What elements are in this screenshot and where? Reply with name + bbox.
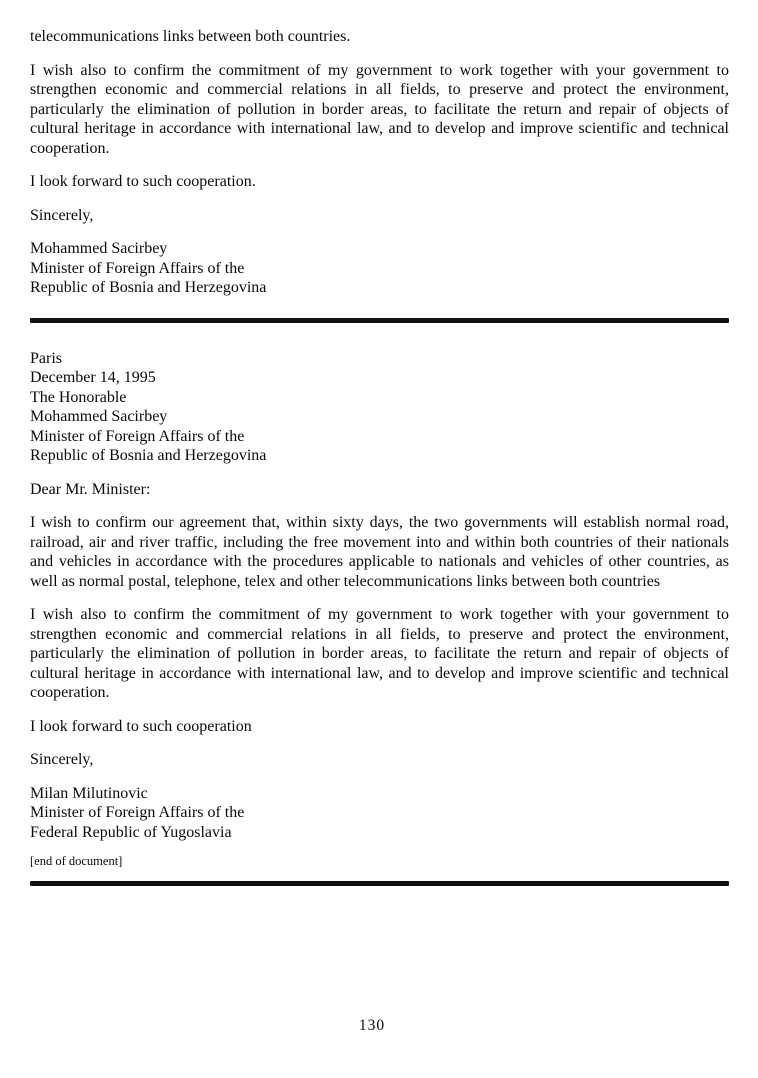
signature-name: Mohammed Sacirbey bbox=[30, 240, 168, 257]
continuation-line: telecommunications links between both countries. bbox=[30, 28, 351, 45]
signature-block bbox=[30, 239, 729, 298]
paragraph-commitment: I wish also to confirm the commitment of my government to work together with your government to strengthen economic and commercial relations in all fields, to preserve and protect the environment, particularly the elimination of pollution in border areas, to facilitate the return and repair of objects of cultural heritage in accordance with international law, and to develop and improve scientific and technical cooperation. bbox=[30, 606, 729, 701]
letter-milutinovic bbox=[30, 349, 729, 870]
paragraph-agreement: I wish to confirm our agreement that, within sixty days, the two governments will establish normal road, railroad, air and river traffic, including the free movement into and within both countries of their nationals and vehicles in accordance with the procedures applicable to nationals and vehicles of other countries, as well as normal postal, telephone, telex and other telecommunications links between both countries bbox=[30, 514, 729, 590]
heading-recipient-name: Mohammed Sacirbey bbox=[30, 408, 168, 425]
heading-place: Paris bbox=[30, 349, 62, 367]
section-divider-bottom bbox=[30, 881, 729, 886]
paragraph-lookforward: I look forward to such cooperation. bbox=[30, 173, 256, 190]
end-of-document-note: [end of document] bbox=[30, 854, 123, 868]
signature-country: Republic of Bosnia and Herzegovina bbox=[30, 279, 267, 296]
section-divider-top bbox=[30, 318, 729, 323]
closing-line: Sincerely, bbox=[30, 751, 94, 768]
signature-title: Minister of Foreign Affairs of the bbox=[30, 259, 245, 277]
letter-sacirbey bbox=[30, 27, 729, 298]
heading-recipient-title: Minister of Foreign Affairs of the bbox=[30, 427, 245, 445]
closing-line: Sincerely, bbox=[30, 206, 94, 224]
paragraph-lookforward: I look forward to such cooperation bbox=[30, 717, 252, 735]
signature-block bbox=[30, 784, 729, 843]
paragraph-commitment: I wish also to confirm the commitment of my government to work together with your government to strengthen economic and commercial relations in all fields, to preserve and protect the environment, particularly the elimination of pollution in border areas, to facilitate the return and repair of objects of cultural heritage in accordance with international law, and to develop and improve scientific and technical cooperation. bbox=[30, 61, 729, 157]
page-number: 130 bbox=[358, 1017, 386, 1034]
heading-recipient-country: Republic of Bosnia and Herzegovina bbox=[30, 447, 267, 464]
heading-honorific: The Honorable bbox=[30, 388, 127, 406]
signature-title: Minister of Foreign Affairs of the bbox=[30, 804, 245, 821]
signature-country: Federal Republic of Yugoslavia bbox=[30, 823, 232, 841]
signature-name: Milan Milutinovic bbox=[30, 784, 148, 802]
heading-date: December 14, 1995 bbox=[30, 369, 156, 386]
letter-heading-block bbox=[30, 349, 729, 466]
salutation-line: Dear Mr. Minister: bbox=[30, 480, 151, 498]
